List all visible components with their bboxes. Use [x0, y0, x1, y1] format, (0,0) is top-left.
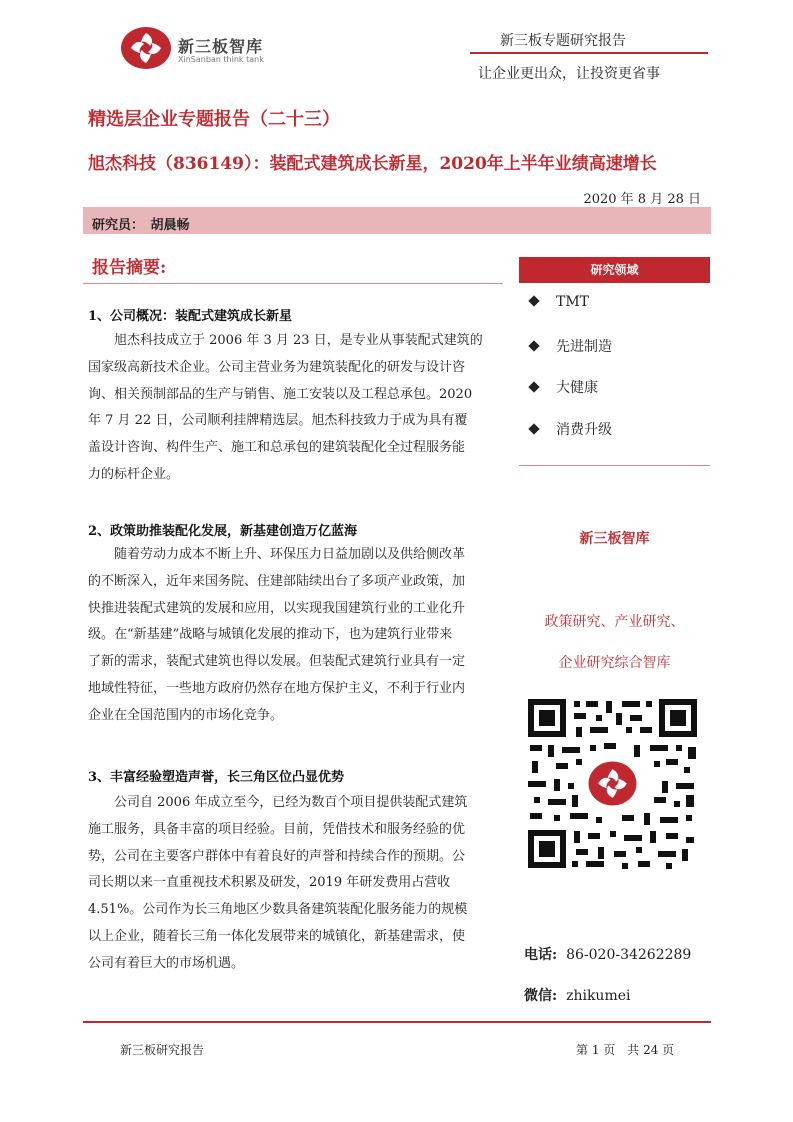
abstract-divider — [83, 283, 503, 284]
text-line: 施工服务，具备丰富的项目经验。目前，凭借技术和服务经验的优 — [88, 821, 466, 837]
qr-code-icon — [526, 697, 699, 870]
section-body-3 — [88, 790, 488, 978]
text-line: 势，公司在主要客户群体中有着良好的声誉和持续合作的预期。公 — [88, 848, 466, 864]
text-line: 4.51%。公司作为长三角地区少数具备建筑装配化服务能力的规模 — [88, 902, 468, 918]
text-line: 随着劳动力成本不断上升、环保压力日益加剧以及供给侧改革 — [114, 547, 466, 562]
text-line: 旭杰科技成立于 2006 年 3 月 23 日，是专业从事装配式建筑的 — [114, 333, 483, 348]
text-line: 司长期以来一直重视技术积累及研发，2019 年研发费用占营收 — [88, 875, 451, 891]
text-line: 公司有着巨大的市场机遇。 — [88, 955, 245, 971]
org-description-2: 企业研究综合智库 — [558, 655, 671, 671]
logo-name-cn: 新三板智库 — [178, 37, 264, 56]
brand-logo-icon — [120, 26, 172, 70]
phone-contact: 电话: 86-020-34262289 — [524, 947, 692, 963]
text-line: 企业在全国范围内的市场化竞争。 — [88, 707, 284, 723]
section-heading-2: 2、政策助推装配化发展，新基建创造万亿蓝海 — [88, 524, 358, 539]
text-line: 公司自 2006 年成立至今，已经为数百个项目提供装配式建筑 — [114, 795, 468, 810]
text-line: 力的标杆企业。 — [88, 466, 180, 482]
text-line: 的不断深入，近年来国务院、住建部陆续出台了多项产业政策，加 — [88, 573, 466, 589]
header-divider — [470, 52, 708, 54]
research-field-item: 先进制造 — [530, 336, 612, 356]
research-field-item: TMT — [530, 294, 589, 310]
abstract-heading: 报告摘要: — [92, 258, 167, 278]
footer-divider — [83, 1021, 711, 1023]
diamond-bullet-icon — [528, 381, 539, 392]
diamond-bullet-icon — [528, 423, 539, 434]
text-line: 以上企业，随着长三角一体化发展带来的城镇化，新基建需求，使 — [88, 928, 466, 944]
text-line: 快推进装配式建筑的发展和应用，以实现我国建筑行业的工业化升 — [88, 600, 466, 616]
report-series-title: 精选层企业专题报告（二十三） — [88, 109, 340, 130]
text-line: 询、相关预制部品的生产与销售、施工安装以及工程总承包。2020 — [88, 386, 473, 402]
text-line: 国家级高新技术企业。公司主营业务为建筑装配化的研发与设计咨 — [88, 359, 466, 375]
text-line: 地域性特征，一些地方政府仍然存在地方保护主义，不利于行业内 — [88, 680, 466, 696]
research-field-item: 消费升级 — [530, 419, 612, 439]
text-line: 了新的需求，装配式建筑也得以发展。但装配式建筑行业具有一定 — [88, 654, 466, 670]
text-line: 盖设计咨询、构件生产、施工和总承包的建筑装配化全过程服务能 — [88, 440, 466, 456]
diamond-bullet-icon — [528, 295, 539, 306]
org-name: 新三板智库 — [579, 531, 650, 547]
research-fields-heading: 研究领域 — [519, 257, 710, 283]
researcher-name: 研究员： 胡晨畅 — [92, 218, 190, 233]
phone-number: 86-020-34262289 — [566, 947, 692, 963]
sidebar-divider — [519, 465, 710, 466]
page-number: 第 1 页 共 24 页 — [576, 1043, 675, 1057]
section-body-2 — [88, 542, 488, 730]
text-line: 年 7 月 22 日，公司顺利挂牌精选层。旭杰科技致力于成为具有覆 — [88, 413, 468, 429]
report-type: 新三板专题研究报告 — [500, 33, 626, 49]
org-description-1: 政策研究、产业研究、 — [544, 614, 685, 630]
text-line: 级。在“新基建”战略与城镇化发展的推动下，也为建筑行业带来 — [88, 627, 453, 643]
slogan: 让企业更出众，让投资更省事 — [478, 66, 660, 82]
wechat-id: zhikumei — [566, 988, 631, 1004]
research-field-item: 大健康 — [530, 377, 598, 397]
footer-report-name: 新三板研究报告 — [120, 1043, 205, 1057]
logo-name-en: XinSanban think tank — [178, 55, 264, 64]
section-body-1 — [88, 328, 488, 489]
diamond-bullet-icon — [528, 340, 539, 351]
wechat-contact: 微信: zhikumei — [524, 988, 631, 1004]
report-main-title: 旭杰科技（836149）：装配式建筑成长新星，2020年上半年业绩高速增长 — [88, 154, 657, 174]
section-heading-3: 3、丰富经验塑造声誉，长三角区位凸显优势 — [88, 770, 345, 785]
section-heading-1: 1、公司概况：装配式建筑成长新星 — [88, 309, 293, 324]
report-date: 2020 年 8 月 28 日 — [583, 192, 701, 207]
